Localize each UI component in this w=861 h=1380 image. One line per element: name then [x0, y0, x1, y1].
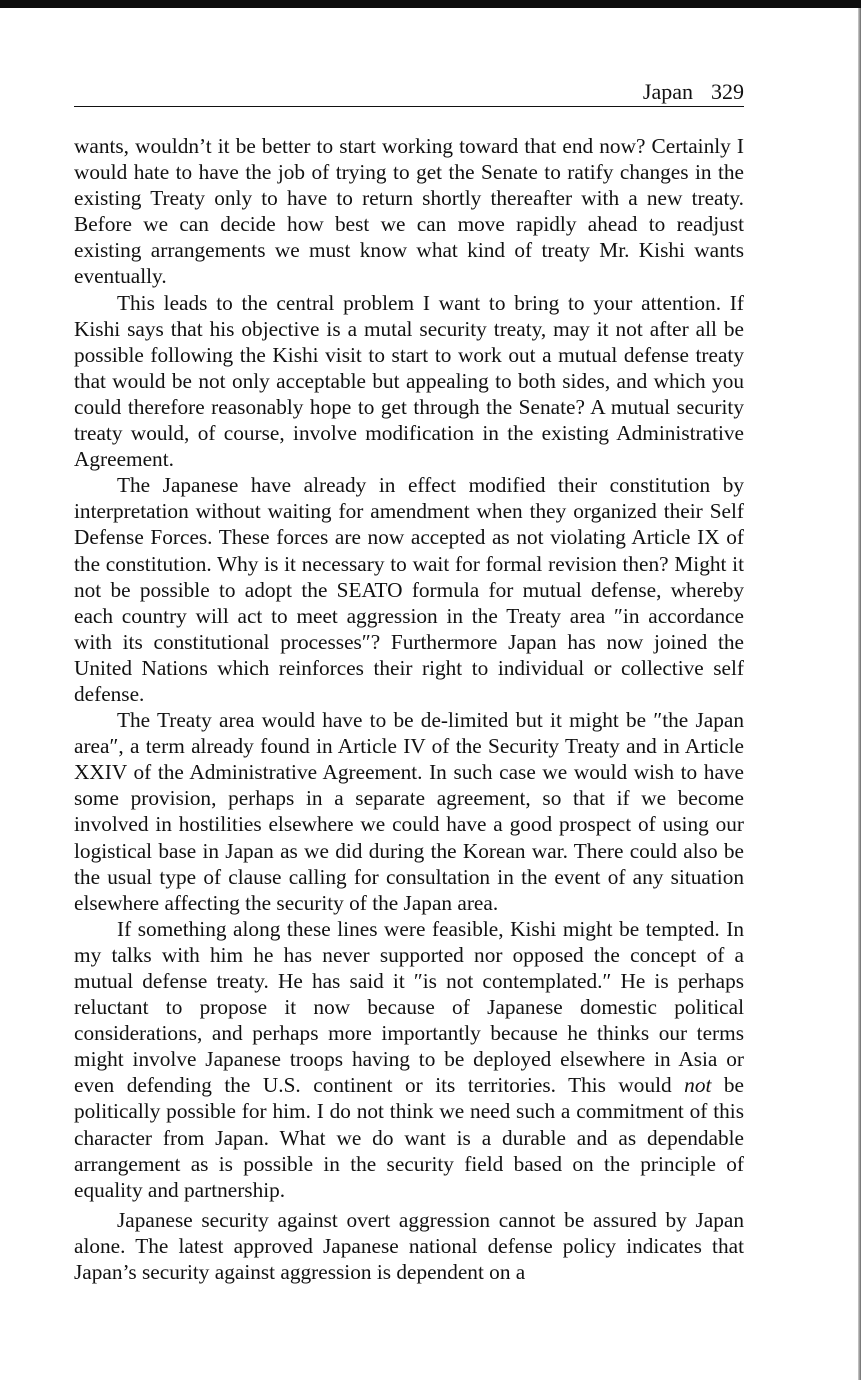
paragraph-text-segment: be politically possible for him. I do not think we need such a commitment of this character from Japan. What we do want is a durable and as dependable arrangement as is possible in the security field based on the principle of equality and partnership.: [74, 1073, 744, 1202]
paragraph-treaty-area: The Treaty area would have to be de-limited but it might be ″the Japan area″, a term already found in Article IV of the Security Treaty and in Article XXIV of the Administrative Agreement. In such case we would wish to have some provision, perhaps in a separate agreement, so that if we become involved in hostilities elsewhere we could have a good prospect of using our logistical base in Japan as we did during the Korean war. There could also be the usual type of clause calling for consultation in the event of any situation elsewhere affecting the security of the Japan area.: [74, 708, 744, 915]
page-number: 329: [711, 79, 744, 104]
paragraph-text-segment: If something along these lines were feasible, Kishi might be tempted. In my talks with him he has never supported nor opposed the concept of a mutual defense treaty. He has said it ″is not contemplated.″ He is perhaps reluctant to propose it now because of Japanese domestic political considerations, and perhaps more importantly because he thinks our terms might involve Japanese troops having to be deployed elsewhere in Asia or even defending the U.S. continent or its territories. This would: [74, 916, 744, 1098]
paragraph-continued: wants, wouldn’t it be better to start working toward that end now? Certainly I would hate to have the job of trying to get the Senate to ratify changes in the existing Treaty only to have to return shortly thereafter with a new treaty. Before we can decide how best we can move rapidly ahead to readjust existing arrangements we must know what kind of treaty Mr. Kishi wants eventually.: [74, 134, 744, 289]
paragraph-constitution: The Japanese have already in effect modified their constitution by interpretation without waiting for amendment when they organized their Self Defense Forces. These forces are now accepted as not violating Article IX of the constitution. Why is it necessary to wait for formal revision then? Might it not be possible to adopt the SEATO formula for mutual defense, whereby each country will act to meet aggression in the Treaty area ″in accordance with its constitutional processes″? Furthermore Japan has now joined the United Nations which reinforces their right to individual or collective self defense.: [74, 473, 744, 706]
paragraph-kishi-tempted: [74, 916, 744, 1203]
paragraph-central-problem: This leads to the central problem I want to bring to your attention. If Kishi says that his objective is a mutal security treaty, may it not after all be possible following the Kishi visit to start to work out a mutual defense treaty that would be not only acceptable but appealing to both sides, and which you could therefore reasonably hope to get through the Senate? A mutual security treaty would, of course, involve modification in the existing Administrative Agreement.: [74, 290, 744, 472]
running-head: [74, 78, 744, 107]
paragraph-security: Japanese security against overt aggression cannot be assured by Japan alone. The latest approved Japanese national defense policy indicates that Japan’s security against aggression is dependent on a: [74, 1207, 744, 1285]
emphasized-word: not: [684, 1073, 712, 1098]
running-head-title: Japan: [642, 79, 693, 104]
page-body: [74, 133, 744, 1285]
page-top-edge: [0, 0, 861, 8]
